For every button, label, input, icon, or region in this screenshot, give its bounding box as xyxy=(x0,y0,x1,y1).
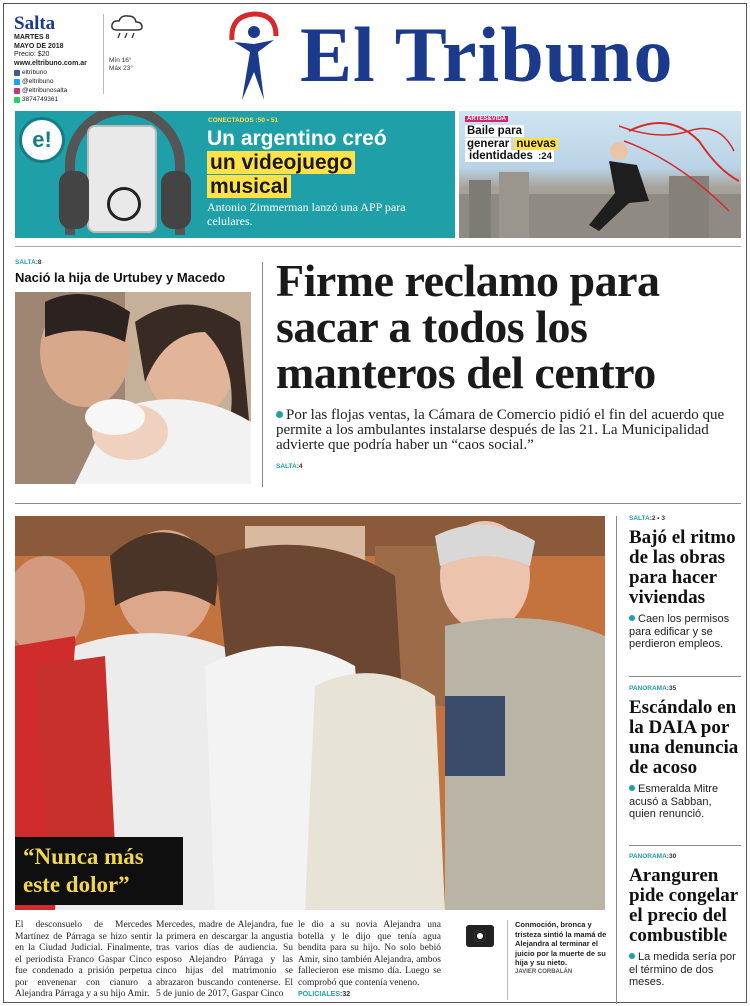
lead-dek: Por las flojas ventas, la Cámara de Comercio pidió el fin del acuerdo que permite a los ambulantes instalarse después de las 21. La Municipalidad advierte que podría haber un “caos social.” xyxy=(276,407,725,453)
social-instagram[interactable]: @eltribunosalta xyxy=(14,86,100,95)
body-column: El desconsuelo de Mercedes Martínez de Párraga se hizo sentir en la Ciudad Judicial. Finalmente, el periodista Franco Gaspar Cinco fue condenado a prisión perpetua por envenenar con cianuro a Alejandra Párraga y a su hijo Amir. xyxy=(15,920,152,999)
newspaper-logo-icon xyxy=(224,10,284,104)
headphone-cup-right xyxy=(161,171,191,229)
camera-icon xyxy=(466,925,494,947)
cloud-rain-icon xyxy=(109,14,145,40)
edition-city: Salta xyxy=(14,13,56,34)
side-story-headline: Nació la hija de Urtubey y Macedo xyxy=(15,270,226,285)
divider xyxy=(616,516,617,1004)
twitter-icon xyxy=(14,79,20,85)
photo-credit: JAVIER CORBALÁN xyxy=(515,968,573,975)
right-story-fuel[interactable] xyxy=(629,853,741,989)
right-story-daia[interactable] xyxy=(629,685,741,821)
side-story[interactable] xyxy=(15,259,251,285)
divider xyxy=(15,503,741,504)
body-column: le dio a su novia Alejandra una botella y le dijo que tenía agua bendita para su hijo. No solo bebió Amir, sino también Alejandra, ambos fallecieron ese mismo día. Luego se comprobó que contenía veneno. POLICIALES:32 xyxy=(298,920,441,1001)
social-facebook[interactable]: eltribuno xyxy=(14,68,100,77)
temp-min: Mín 16° xyxy=(109,57,132,64)
temp-max: Máx 23° xyxy=(109,65,133,72)
social-whatsapp[interactable]: 3874749361 xyxy=(14,95,100,104)
edition-price: Precio: $20 xyxy=(14,51,50,59)
section-kicker: SALTA:2 • 3 xyxy=(629,515,665,522)
section-kicker: SALTA:8 xyxy=(15,259,42,266)
divider xyxy=(629,845,741,846)
website-link[interactable]: www.eltribuno.com.ar xyxy=(14,59,87,67)
right-story-housing[interactable] xyxy=(629,515,741,651)
promo-kicker: CONECTADOS :50 • 51 xyxy=(208,117,279,124)
instagram-icon xyxy=(14,88,20,94)
right-story-dek: Caen los permisos para edificar y se perdieron empleos. xyxy=(629,613,730,650)
photo-caption: Conmoción, bronca y tristeza sintió la mamá de Alejandra al terminar el juicio por la muerte de su hija y su nieto. JAVIER CORBALÁN xyxy=(515,920,607,978)
promo-headline: Un argentino creó un videojuego musical xyxy=(207,127,387,198)
right-story-headline: Aranguren pide congelar el precio del combustible xyxy=(629,865,738,946)
social-twitter[interactable]: @eltribuno xyxy=(14,77,100,86)
lead-headline: Firme reclamo para sacar a todos los manteros del centro xyxy=(276,255,660,398)
promo-videogame[interactable] xyxy=(15,111,455,238)
promo-dance[interactable] xyxy=(459,111,741,238)
weather-box xyxy=(103,14,147,94)
divider xyxy=(507,920,508,1000)
building xyxy=(499,172,529,238)
section-badge: e! xyxy=(19,117,65,163)
bullet-icon xyxy=(629,953,635,959)
bullet-icon xyxy=(629,615,635,621)
right-story-headline: Bajó el ritmo de las obras para hacer viviendas xyxy=(629,527,736,608)
section-kicker: PANORAMA:30 xyxy=(629,853,677,860)
section-kicker: SALTA:4 xyxy=(276,463,303,470)
edition-date: MARTES 8 xyxy=(14,34,50,41)
section-ref: POLICIALES:32 xyxy=(298,991,351,998)
headphone-cup-left xyxy=(59,171,89,229)
dancer-image xyxy=(589,121,739,238)
bullet-icon xyxy=(629,785,635,791)
building xyxy=(469,180,491,238)
body-column: Mercedes, madre de Alejandra, fue la primera en descargar la angustia tras varios días de audiencia. Su esposo Alejandro Párraga y las cinco hijas del matrimonio se abrazaron buscando contenerse. El 5 de junio de 2017, Gaspar Cinco xyxy=(156,920,293,999)
right-story-dek: La medida sería por el término de dos meses. xyxy=(629,951,736,988)
section-kicker: PANORAMA:35 xyxy=(629,685,677,692)
promo-headline: Baile para generar nuevas identidades :24 xyxy=(467,125,557,162)
right-story-dek: Esmeralda Mitre acusó a Sabban, quien renunció. xyxy=(629,783,719,820)
promo-subtitle: Antonio Zimmerman lanzó una APP para celulares. xyxy=(207,200,406,228)
bullet-icon xyxy=(276,411,283,418)
divider xyxy=(15,246,741,247)
photo-quote: “Nunca más este dolor” xyxy=(15,837,183,905)
masthead-title: El Tribuno xyxy=(300,11,674,98)
promo-kicker: ARTES&VIDA xyxy=(467,116,507,122)
whatsapp-icon xyxy=(14,97,20,103)
edition-date-month: MAYO DE 2018 xyxy=(14,42,64,50)
phone-image xyxy=(87,125,157,233)
facebook-icon xyxy=(14,70,20,76)
divider xyxy=(262,262,263,487)
family-photo xyxy=(15,292,251,484)
divider xyxy=(629,676,741,677)
lead-story[interactable] xyxy=(276,255,736,470)
right-story-headline: Escándalo en la DAIA por una denuncia de acoso xyxy=(629,697,739,778)
edition-info xyxy=(14,14,100,104)
